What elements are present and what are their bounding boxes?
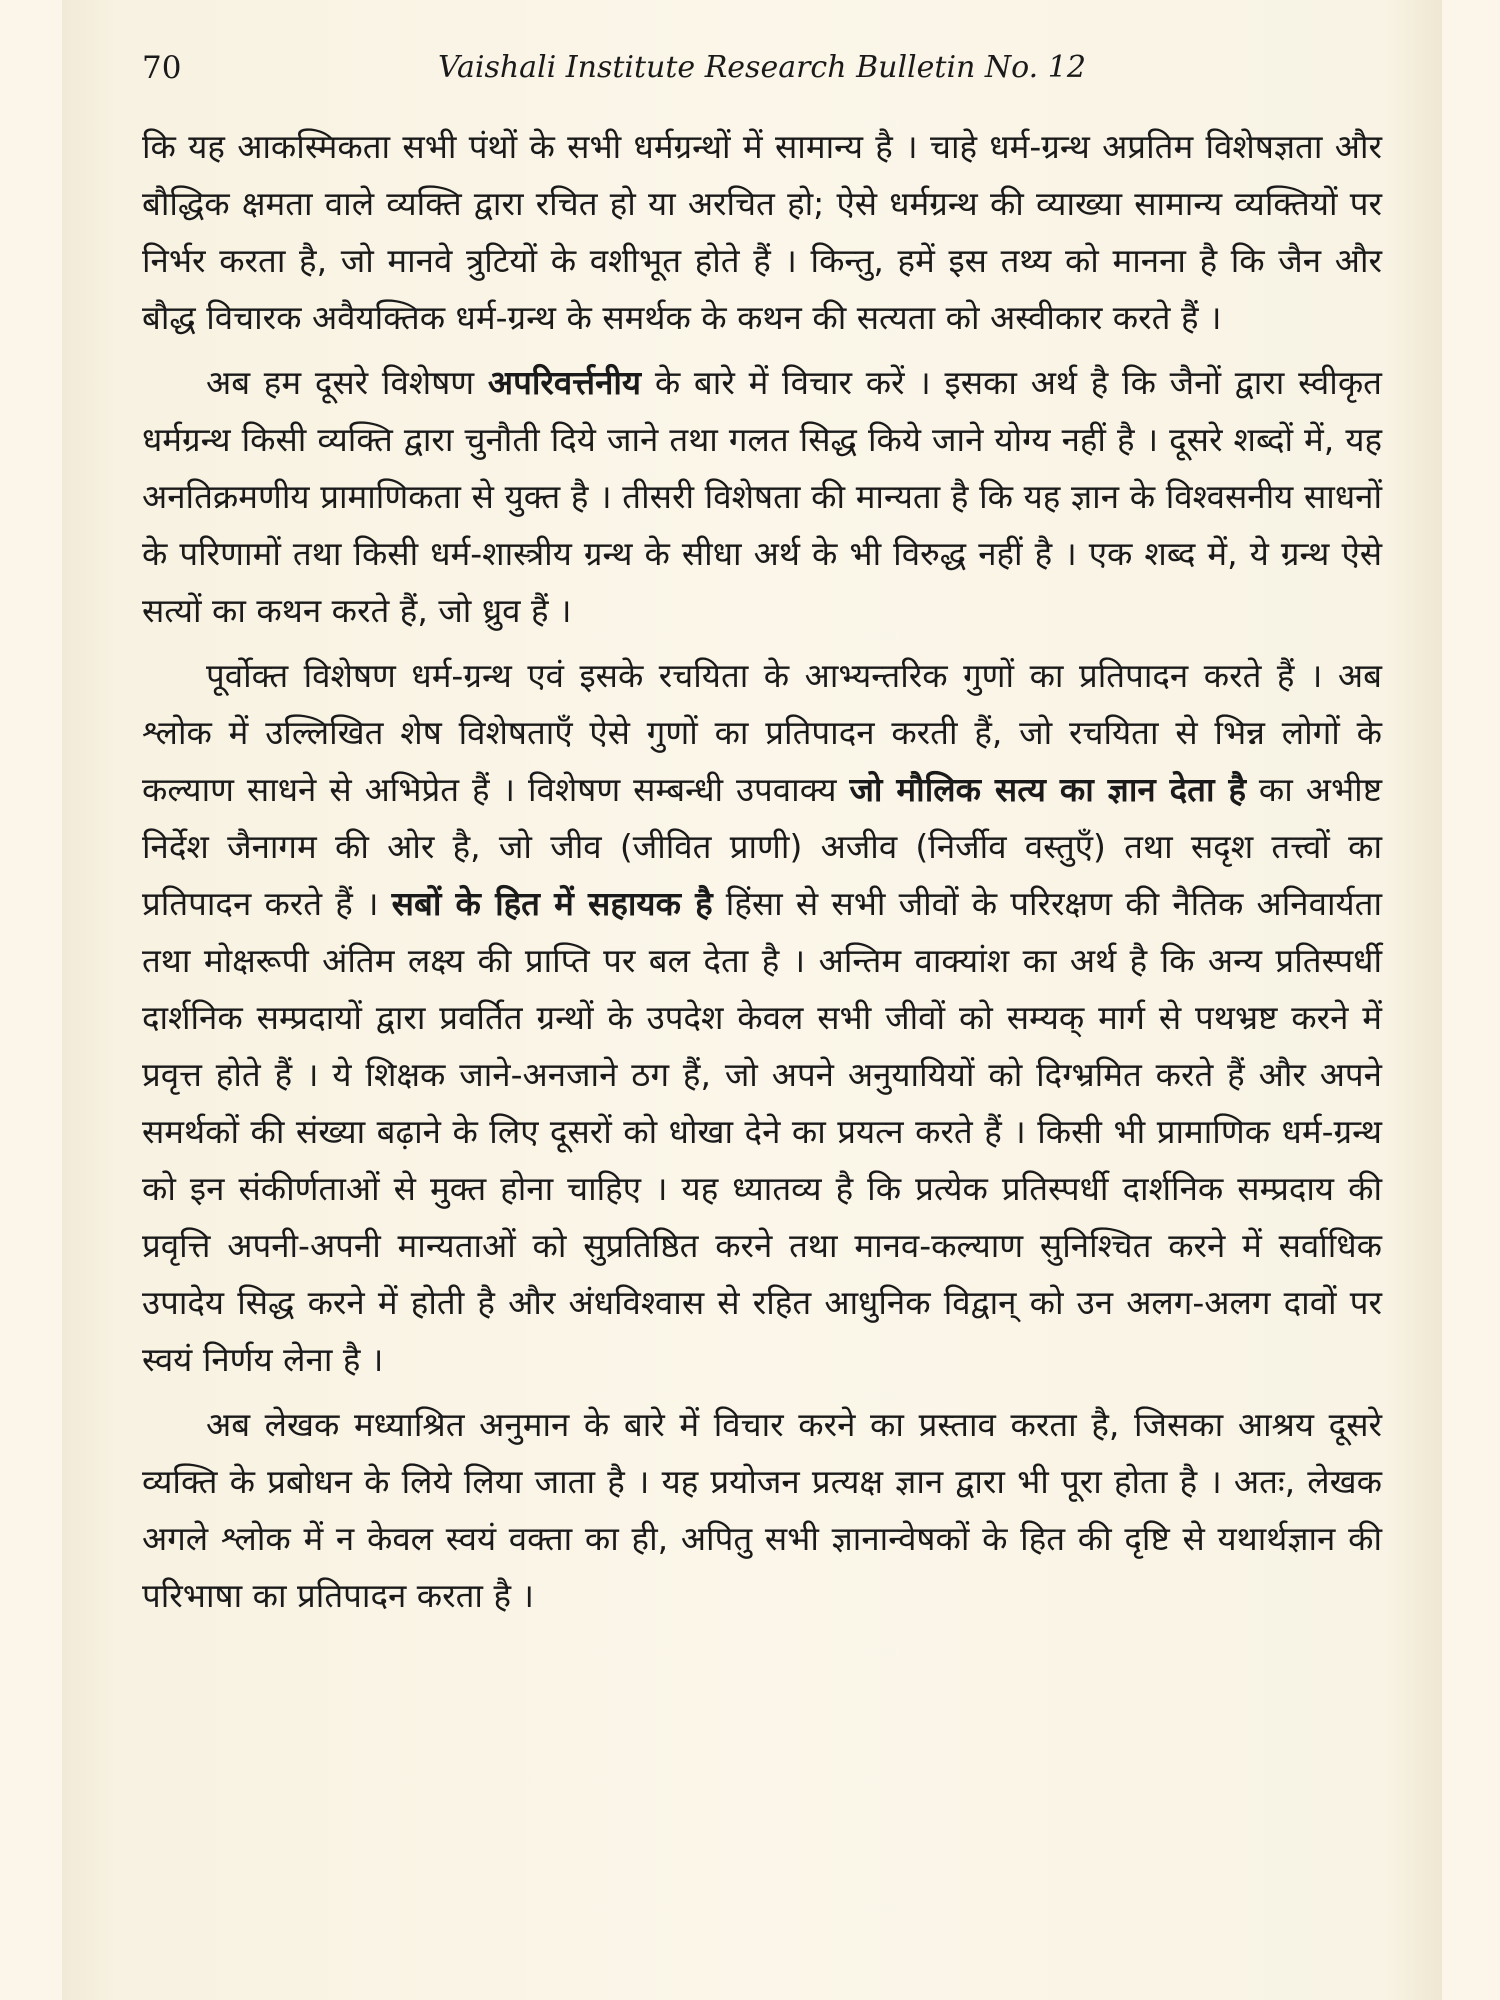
paragraph-4: अब लेखक मध्याश्रित अनुमान के बारे में विचार करने का प्रस्ताव करता है, जिसका आश्रय दूसरे व्यक्ति के प्रबोधन के लिये लिया जाता है । यह प्रयोजन प्रत्यक्ष ज्ञान द्वारा भी पूरा होता है । अतः, लेखक अगले श्लोक में न केवल स्वयं वक्ता का ही, अपितु सभी ज्ञानान्वेषकों के हित की दृष्टि से यथार्थज्ञान की परिभाषा का प्रतिपादन करता है । <box>142 1405 1382 1615</box>
paragraph-2 <box>142 354 1382 639</box>
page-number: 70 <box>142 50 182 86</box>
bold-term-aparivartaniya: अपरिवर्त्तनीय <box>487 363 642 402</box>
paragraph-2-text-a: अब हम दूसरे विशेषण <box>206 363 488 402</box>
running-title: Vaishali Institute Research Bulletin No. 12 <box>438 50 1086 85</box>
book-page <box>62 0 1442 2000</box>
body-text <box>142 118 1382 1632</box>
paragraph-2-text-b: के बारे में विचार करें । इसका अर्थ है कि जैनों द्वारा स्वीकृत धर्मग्रन्थ किसी व्यक्ति द्वारा चुनौती दिये जाने तथा गलत सिद्ध किये जाने योग्य नहीं है । दूसरे शब्दों में, यह अनतिक्रमणीय प्रामाणिकता से युक्त है । तीसरी विशेषता की मान्यता है कि यह ज्ञान के विश्वसनीय साधनों के परिणामों तथा किसी धर्म-शास्त्रीय ग्रन्थ के सीधा अर्थ के भी विरुद्ध नहीं है । एक शब्द में, ये ग्रन्थ ऐसे सत्यों का कथन करते हैं, जो ध्रुव हैं । <box>142 363 1382 630</box>
bold-phrase-sabon-ke-hit: सबों के हित में सहायक है <box>391 884 713 923</box>
paragraph-3-text-c: हिंसा से सभी जीवों के परिरक्षण की नैतिक अनिवार्यता तथा मोक्षरूपी अंतिम लक्ष्य की प्राप्ति पर बल देता है । अन्तिम वाक्यांश का अर्थ है कि अन्य प्रतिस्पर्धी दार्शनिक सम्प्रदायों द्वारा प्रवर्तित ग्रन्थों के उपदेश केवल सभी जीवों को सम्यक् मार्ग से पथभ्रष्ट करने में प्रवृत्त होते हैं । ये शिक्षक जाने-अनजाने ठग हैं, जो अपने अनुयायियों को दिग्भ्रमित करते हैं और अपने समर्थकों की संख्या बढ़ाने के लिए दूसरों को धोखा देने का प्रयत्न करते हैं । किसी भी प्रामाणिक धर्म-ग्रन्थ को इन संकीर्णताओं से मुक्त होना चाहिए । यह ध्यातव्य है कि प्रत्येक प्रतिस्पर्धी दार्शनिक सम्प्रदाय की प्रवृत्ति अपनी-अपनी मान्यताओं को सुप्रतिष्ठित करने तथा मानव-कल्याण सुनिश्चित करने में सर्वाधिक उपादेय सिद्ध करने में होती है और अंधविश्वास से रहित आधुनिक विद्वान् को उन अलग-अलग दावों पर स्वयं निर्णय लेना है । <box>142 884 1382 1379</box>
page-header <box>142 42 1382 102</box>
paragraph-3-text-b: का अभीष्ट निर्देश जैनागम की ओर है, जो जीव (जीवित प्राणी) अजीव (निर्जीव वस्तुएँ) तथा सदृश तत्त्वों का प्रतिपादन करते हैं । <box>142 770 1382 923</box>
paragraph-1: कि यह आकस्मिकता सभी पंथों के सभी धर्मग्रन्थों में सामान्य है । चाहे धर्म-ग्रन्थ अप्रतिम विशेषज्ञता और बौद्धिक क्षमता वाले व्यक्ति द्वारा रचित हो या अरचित हो; ऐसे धर्मग्रन्थ की व्याख्या सामान्य व्यक्तियों पर निर्भर करता है, जो मानवे त्रुटियों के वशीभूत होते हैं । किन्तु, हमें इस तथ्य को मानना है कि जैन और बौद्ध विचारक अवैयक्तिक धर्म-ग्रन्थ के समर्थक के कथन की सत्यता को अस्वीकार करते हैं । <box>142 127 1382 337</box>
bold-phrase-maulik-satya: जो मौलिक सत्य का ज्ञान देता है <box>849 770 1246 809</box>
paragraph-3-text-a: पूर्वोक्त विशेषण धर्म-ग्रन्थ एवं इसके रचयिता के आभ्यन्तरिक गुणों का प्रतिपादन करते हैं । अब श्लोक में उल्लिखित शेष विशेषताएँ ऐसे गुणों का प्रतिपादन करती हैं, जो रचयिता से भिन्न लोगों के कल्याण साधने से अभिप्रेत हैं । विशेषण सम्बन्धी उपवाक्य <box>142 656 1382 809</box>
paragraph-3 <box>142 647 1382 1388</box>
